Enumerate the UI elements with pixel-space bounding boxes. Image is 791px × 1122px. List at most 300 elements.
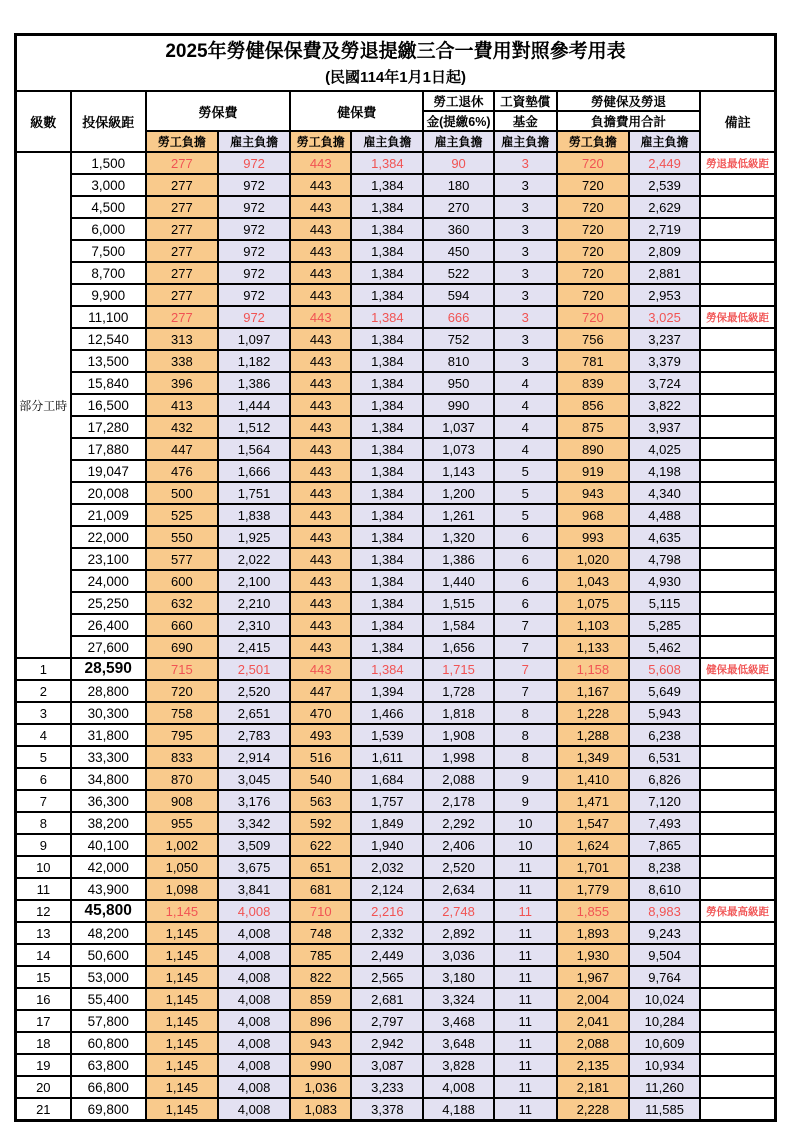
remark-cell — [700, 350, 775, 372]
value-cell: 1,167 — [557, 680, 629, 702]
value-cell: 1,757 — [351, 790, 423, 812]
value-cell: 277 — [146, 262, 218, 284]
value-cell: 1,471 — [557, 790, 629, 812]
value-cell: 4,008 — [218, 1054, 290, 1076]
remark-cell — [700, 174, 775, 196]
bracket-cell: 20,008 — [71, 482, 146, 504]
value-cell: 1,384 — [351, 174, 423, 196]
table-row — [16, 218, 776, 240]
value-cell: 2,088 — [423, 768, 493, 790]
value-cell: 11 — [494, 922, 557, 944]
value-cell: 781 — [557, 350, 629, 372]
value-cell: 3,841 — [218, 878, 290, 900]
bracket-cell: 12,540 — [71, 328, 146, 350]
value-cell: 1,893 — [557, 922, 629, 944]
table-row — [16, 658, 776, 680]
value-cell: 1,288 — [557, 724, 629, 746]
value-cell: 3,233 — [351, 1076, 423, 1098]
value-cell: 180 — [423, 174, 493, 196]
value-cell: 1,410 — [557, 768, 629, 790]
value-cell: 550 — [146, 526, 218, 548]
value-cell: 715 — [146, 658, 218, 680]
remark-cell — [700, 680, 775, 702]
value-cell: 443 — [290, 504, 351, 526]
value-cell: 972 — [218, 262, 290, 284]
value-cell: 1,098 — [146, 878, 218, 900]
value-cell: 3,378 — [351, 1098, 423, 1121]
value-cell: 1,384 — [351, 636, 423, 658]
value-cell: 270 — [423, 196, 493, 218]
value-cell: 2,501 — [218, 658, 290, 680]
bracket-cell: 45,800 — [71, 900, 146, 922]
value-cell: 1,384 — [351, 394, 423, 416]
value-cell: 10,934 — [629, 1054, 700, 1076]
value-cell: 11 — [494, 878, 557, 900]
bracket-cell: 55,400 — [71, 988, 146, 1010]
table-row — [16, 460, 776, 482]
remark-cell: 勞保最高級距 — [700, 900, 775, 922]
remark-cell: 健保最低級距 — [700, 658, 775, 680]
value-cell: 443 — [290, 394, 351, 416]
value-cell: 795 — [146, 724, 218, 746]
value-cell: 1,145 — [146, 1098, 218, 1121]
value-cell: 1,855 — [557, 900, 629, 922]
value-cell: 2,449 — [629, 152, 700, 174]
value-cell: 4,340 — [629, 482, 700, 504]
value-cell: 11 — [494, 1032, 557, 1054]
level-cell: 14 — [16, 944, 71, 966]
value-cell: 990 — [290, 1054, 351, 1076]
value-cell: 1,200 — [423, 482, 493, 504]
subheader-wage-fund-employer: 雇主負擔 — [494, 131, 557, 152]
value-cell: 277 — [146, 152, 218, 174]
value-cell: 1,133 — [557, 636, 629, 658]
value-cell: 1,386 — [423, 548, 493, 570]
remark-cell — [700, 196, 775, 218]
value-cell: 1,440 — [423, 570, 493, 592]
value-cell: 1,097 — [218, 328, 290, 350]
value-cell: 660 — [146, 614, 218, 636]
value-cell: 2,032 — [351, 856, 423, 878]
level-cell: 18 — [16, 1032, 71, 1054]
remark-cell — [700, 790, 775, 812]
value-cell: 522 — [423, 262, 493, 284]
level-cell: 17 — [16, 1010, 71, 1032]
value-cell: 1,715 — [423, 658, 493, 680]
value-cell: 360 — [423, 218, 493, 240]
table-row — [16, 394, 776, 416]
remark-cell — [700, 944, 775, 966]
level-cell: 1 — [16, 658, 71, 680]
value-cell: 2,881 — [629, 262, 700, 284]
value-cell: 9,504 — [629, 944, 700, 966]
bracket-cell: 17,280 — [71, 416, 146, 438]
value-cell: 2,539 — [629, 174, 700, 196]
level-cell: 13 — [16, 922, 71, 944]
col-header-total-line1: 勞健保及勞退 — [557, 91, 700, 111]
value-cell: 2,797 — [351, 1010, 423, 1032]
bracket-cell: 66,800 — [71, 1076, 146, 1098]
header-row-1 — [16, 91, 776, 111]
value-cell: 720 — [146, 680, 218, 702]
value-cell: 443 — [290, 218, 351, 240]
remark-cell — [700, 966, 775, 988]
bracket-cell: 40,100 — [71, 834, 146, 856]
value-cell: 516 — [290, 746, 351, 768]
value-cell: 5,462 — [629, 636, 700, 658]
value-cell: 1,145 — [146, 944, 218, 966]
value-cell: 493 — [290, 724, 351, 746]
value-cell: 1,083 — [290, 1098, 351, 1121]
value-cell: 1,103 — [557, 614, 629, 636]
level-cell: 20 — [16, 1076, 71, 1098]
value-cell: 5,115 — [629, 592, 700, 614]
value-cell: 1,182 — [218, 350, 290, 372]
value-cell: 1,145 — [146, 966, 218, 988]
bracket-cell: 16,500 — [71, 394, 146, 416]
value-cell: 3 — [494, 328, 557, 350]
value-cell: 943 — [290, 1032, 351, 1054]
value-cell: 8 — [494, 746, 557, 768]
value-cell: 972 — [218, 174, 290, 196]
value-cell: 4,008 — [218, 988, 290, 1010]
col-header-pension-line1: 勞工退休 — [423, 91, 493, 111]
bracket-cell: 19,047 — [71, 460, 146, 482]
value-cell: 277 — [146, 196, 218, 218]
value-cell: 972 — [218, 284, 290, 306]
table-row — [16, 438, 776, 460]
value-cell: 1,624 — [557, 834, 629, 856]
value-cell: 1,384 — [351, 614, 423, 636]
value-cell: 6 — [494, 592, 557, 614]
level-cell: 19 — [16, 1054, 71, 1076]
bracket-cell: 34,800 — [71, 768, 146, 790]
value-cell: 5 — [494, 504, 557, 526]
value-cell: 2,415 — [218, 636, 290, 658]
value-cell: 748 — [290, 922, 351, 944]
value-cell: 563 — [290, 790, 351, 812]
value-cell: 443 — [290, 306, 351, 328]
value-cell: 2,041 — [557, 1010, 629, 1032]
value-cell: 7,493 — [629, 812, 700, 834]
table-row — [16, 526, 776, 548]
table-row — [16, 372, 776, 394]
bracket-cell: 48,200 — [71, 922, 146, 944]
level-cell: 11 — [16, 878, 71, 900]
value-cell: 1,930 — [557, 944, 629, 966]
table-row — [16, 966, 776, 988]
value-cell: 972 — [218, 218, 290, 240]
bracket-cell: 17,880 — [71, 438, 146, 460]
value-cell: 11,260 — [629, 1076, 700, 1098]
table-row — [16, 922, 776, 944]
value-cell: 11 — [494, 988, 557, 1010]
value-cell: 2,520 — [218, 680, 290, 702]
value-cell: 3,342 — [218, 812, 290, 834]
value-cell: 525 — [146, 504, 218, 526]
bracket-cell: 25,250 — [71, 592, 146, 614]
bracket-cell: 69,800 — [71, 1098, 146, 1121]
value-cell: 1,384 — [351, 372, 423, 394]
value-cell: 2,210 — [218, 592, 290, 614]
remark-cell — [700, 218, 775, 240]
value-cell: 990 — [423, 394, 493, 416]
value-cell: 752 — [423, 328, 493, 350]
table-row — [16, 570, 776, 592]
bracket-cell: 28,590 — [71, 658, 146, 680]
value-cell: 277 — [146, 174, 218, 196]
value-cell: 540 — [290, 768, 351, 790]
level-cell: 8 — [16, 812, 71, 834]
table-row — [16, 746, 776, 768]
value-cell: 1,002 — [146, 834, 218, 856]
value-cell: 443 — [290, 152, 351, 174]
value-cell: 1,564 — [218, 438, 290, 460]
table-row — [16, 1010, 776, 1032]
table-row — [16, 504, 776, 526]
value-cell: 2,719 — [629, 218, 700, 240]
table-row — [16, 636, 776, 658]
value-cell: 1,036 — [290, 1076, 351, 1098]
remark-cell — [700, 284, 775, 306]
value-cell: 758 — [146, 702, 218, 724]
value-cell: 277 — [146, 306, 218, 328]
value-cell: 2,783 — [218, 724, 290, 746]
table-row — [16, 284, 776, 306]
value-cell: 11 — [494, 1076, 557, 1098]
bracket-cell: 3,000 — [71, 174, 146, 196]
value-cell: 4,008 — [218, 922, 290, 944]
value-cell: 1,728 — [423, 680, 493, 702]
value-cell: 1,050 — [146, 856, 218, 878]
value-cell: 6,531 — [629, 746, 700, 768]
bracket-cell: 13,500 — [71, 350, 146, 372]
table-row — [16, 262, 776, 284]
value-cell: 9 — [494, 790, 557, 812]
value-cell: 972 — [218, 152, 290, 174]
table-row — [16, 416, 776, 438]
value-cell: 3,724 — [629, 372, 700, 394]
value-cell: 1,384 — [351, 284, 423, 306]
value-cell: 1,751 — [218, 482, 290, 504]
value-cell: 3,045 — [218, 768, 290, 790]
level-cell: 21 — [16, 1098, 71, 1121]
remark-cell — [700, 834, 775, 856]
value-cell: 4,798 — [629, 548, 700, 570]
value-cell: 4,008 — [218, 1076, 290, 1098]
value-cell: 1,384 — [351, 416, 423, 438]
bracket-cell: 31,800 — [71, 724, 146, 746]
value-cell: 2,216 — [351, 900, 423, 922]
value-cell: 11 — [494, 1010, 557, 1032]
value-cell: 3 — [494, 218, 557, 240]
level-cell: 7 — [16, 790, 71, 812]
value-cell: 1,145 — [146, 1054, 218, 1076]
value-cell: 1,386 — [218, 372, 290, 394]
remark-cell — [700, 416, 775, 438]
bracket-cell: 60,800 — [71, 1032, 146, 1054]
value-cell: 3 — [494, 152, 557, 174]
value-cell: 443 — [290, 658, 351, 680]
value-cell: 2,181 — [557, 1076, 629, 1098]
value-cell: 690 — [146, 636, 218, 658]
remark-cell — [700, 636, 775, 658]
value-cell: 1,158 — [557, 658, 629, 680]
value-cell: 2,406 — [423, 834, 493, 856]
value-cell: 4,008 — [218, 900, 290, 922]
value-cell: 1,512 — [218, 416, 290, 438]
col-header-pension-line2: 金(提繳6%) — [423, 111, 493, 131]
col-header-remark: 備註 — [700, 91, 775, 152]
value-cell: 2,088 — [557, 1032, 629, 1054]
value-cell: 2,135 — [557, 1054, 629, 1076]
bracket-cell: 43,900 — [71, 878, 146, 900]
level-cell: 15 — [16, 966, 71, 988]
subheader-labor-employer: 雇主負擔 — [218, 131, 290, 152]
value-cell: 432 — [146, 416, 218, 438]
value-cell: 3,237 — [629, 328, 700, 350]
level-cell: 12 — [16, 900, 71, 922]
value-cell: 1,967 — [557, 966, 629, 988]
level-cell: 5 — [16, 746, 71, 768]
value-cell: 3 — [494, 284, 557, 306]
value-cell: 9 — [494, 768, 557, 790]
value-cell: 1,384 — [351, 438, 423, 460]
col-header-labor-insurance: 勞保費 — [146, 91, 290, 131]
value-cell: 1,584 — [423, 614, 493, 636]
value-cell: 3 — [494, 306, 557, 328]
value-cell: 3,937 — [629, 416, 700, 438]
remark-cell — [700, 328, 775, 350]
remark-cell — [700, 746, 775, 768]
value-cell: 681 — [290, 878, 351, 900]
bracket-cell: 27,600 — [71, 636, 146, 658]
value-cell: 1,043 — [557, 570, 629, 592]
value-cell: 443 — [290, 482, 351, 504]
col-header-total-line2: 負擔費用合計 — [557, 111, 700, 131]
value-cell: 6 — [494, 526, 557, 548]
remark-cell — [700, 570, 775, 592]
value-cell: 2,520 — [423, 856, 493, 878]
value-cell: 4,008 — [218, 1098, 290, 1121]
value-cell: 443 — [290, 416, 351, 438]
value-cell: 756 — [557, 328, 629, 350]
bracket-cell: 33,300 — [71, 746, 146, 768]
value-cell: 839 — [557, 372, 629, 394]
value-cell: 3,324 — [423, 988, 493, 1010]
value-cell: 833 — [146, 746, 218, 768]
subheader-pension-employer: 雇主負擔 — [423, 131, 493, 152]
remark-cell — [700, 988, 775, 1010]
value-cell: 2,178 — [423, 790, 493, 812]
value-cell: 8 — [494, 724, 557, 746]
value-cell: 908 — [146, 790, 218, 812]
bracket-cell: 7,500 — [71, 240, 146, 262]
value-cell: 8,238 — [629, 856, 700, 878]
value-cell: 600 — [146, 570, 218, 592]
bracket-cell: 8,700 — [71, 262, 146, 284]
bracket-cell: 23,100 — [71, 548, 146, 570]
value-cell: 2,004 — [557, 988, 629, 1010]
value-cell: 4,008 — [423, 1076, 493, 1098]
table-row — [16, 944, 776, 966]
remark-cell — [700, 856, 775, 878]
value-cell: 447 — [146, 438, 218, 460]
table-row — [16, 306, 776, 328]
value-cell: 2,651 — [218, 702, 290, 724]
table-row — [16, 790, 776, 812]
value-cell: 972 — [218, 240, 290, 262]
value-cell: 919 — [557, 460, 629, 482]
value-cell: 277 — [146, 284, 218, 306]
value-cell: 1,075 — [557, 592, 629, 614]
table-row — [16, 878, 776, 900]
table-row — [16, 768, 776, 790]
value-cell: 720 — [557, 284, 629, 306]
premium-reference-table — [14, 33, 777, 1122]
remark-cell — [700, 1032, 775, 1054]
value-cell: 720 — [557, 218, 629, 240]
value-cell: 2,332 — [351, 922, 423, 944]
title-row — [16, 35, 776, 92]
value-cell: 4,488 — [629, 504, 700, 526]
value-cell: 8,610 — [629, 878, 700, 900]
value-cell: 1,384 — [351, 504, 423, 526]
table-row — [16, 812, 776, 834]
value-cell: 1,384 — [351, 152, 423, 174]
value-cell: 3 — [494, 262, 557, 284]
value-cell: 3,379 — [629, 350, 700, 372]
value-cell: 2,565 — [351, 966, 423, 988]
value-cell: 11 — [494, 966, 557, 988]
level-cell: 16 — [16, 988, 71, 1010]
value-cell: 3,468 — [423, 1010, 493, 1032]
bracket-cell: 28,800 — [71, 680, 146, 702]
value-cell: 859 — [290, 988, 351, 1010]
value-cell: 1,384 — [351, 548, 423, 570]
value-cell: 3,036 — [423, 944, 493, 966]
value-cell: 5,943 — [629, 702, 700, 724]
level-group-cell: 部分工時 — [16, 152, 71, 658]
bracket-cell: 38,200 — [71, 812, 146, 834]
remark-cell — [700, 504, 775, 526]
value-cell: 1,466 — [351, 702, 423, 724]
value-cell: 1,818 — [423, 702, 493, 724]
table-row — [16, 350, 776, 372]
value-cell: 720 — [557, 262, 629, 284]
bracket-cell: 30,300 — [71, 702, 146, 724]
value-cell: 4,025 — [629, 438, 700, 460]
bracket-cell: 53,000 — [71, 966, 146, 988]
remark-cell — [700, 262, 775, 284]
value-cell: 993 — [557, 526, 629, 548]
value-cell: 4 — [494, 394, 557, 416]
remark-cell — [700, 1098, 775, 1121]
remark-cell — [700, 482, 775, 504]
value-cell: 443 — [290, 284, 351, 306]
table-row — [16, 1054, 776, 1076]
value-cell: 651 — [290, 856, 351, 878]
value-cell: 6 — [494, 548, 557, 570]
value-cell: 2,022 — [218, 548, 290, 570]
remark-cell — [700, 592, 775, 614]
value-cell: 1,384 — [351, 240, 423, 262]
remark-cell — [700, 526, 775, 548]
value-cell: 1,384 — [351, 328, 423, 350]
value-cell: 476 — [146, 460, 218, 482]
remark-cell — [700, 1010, 775, 1032]
value-cell: 4,008 — [218, 966, 290, 988]
